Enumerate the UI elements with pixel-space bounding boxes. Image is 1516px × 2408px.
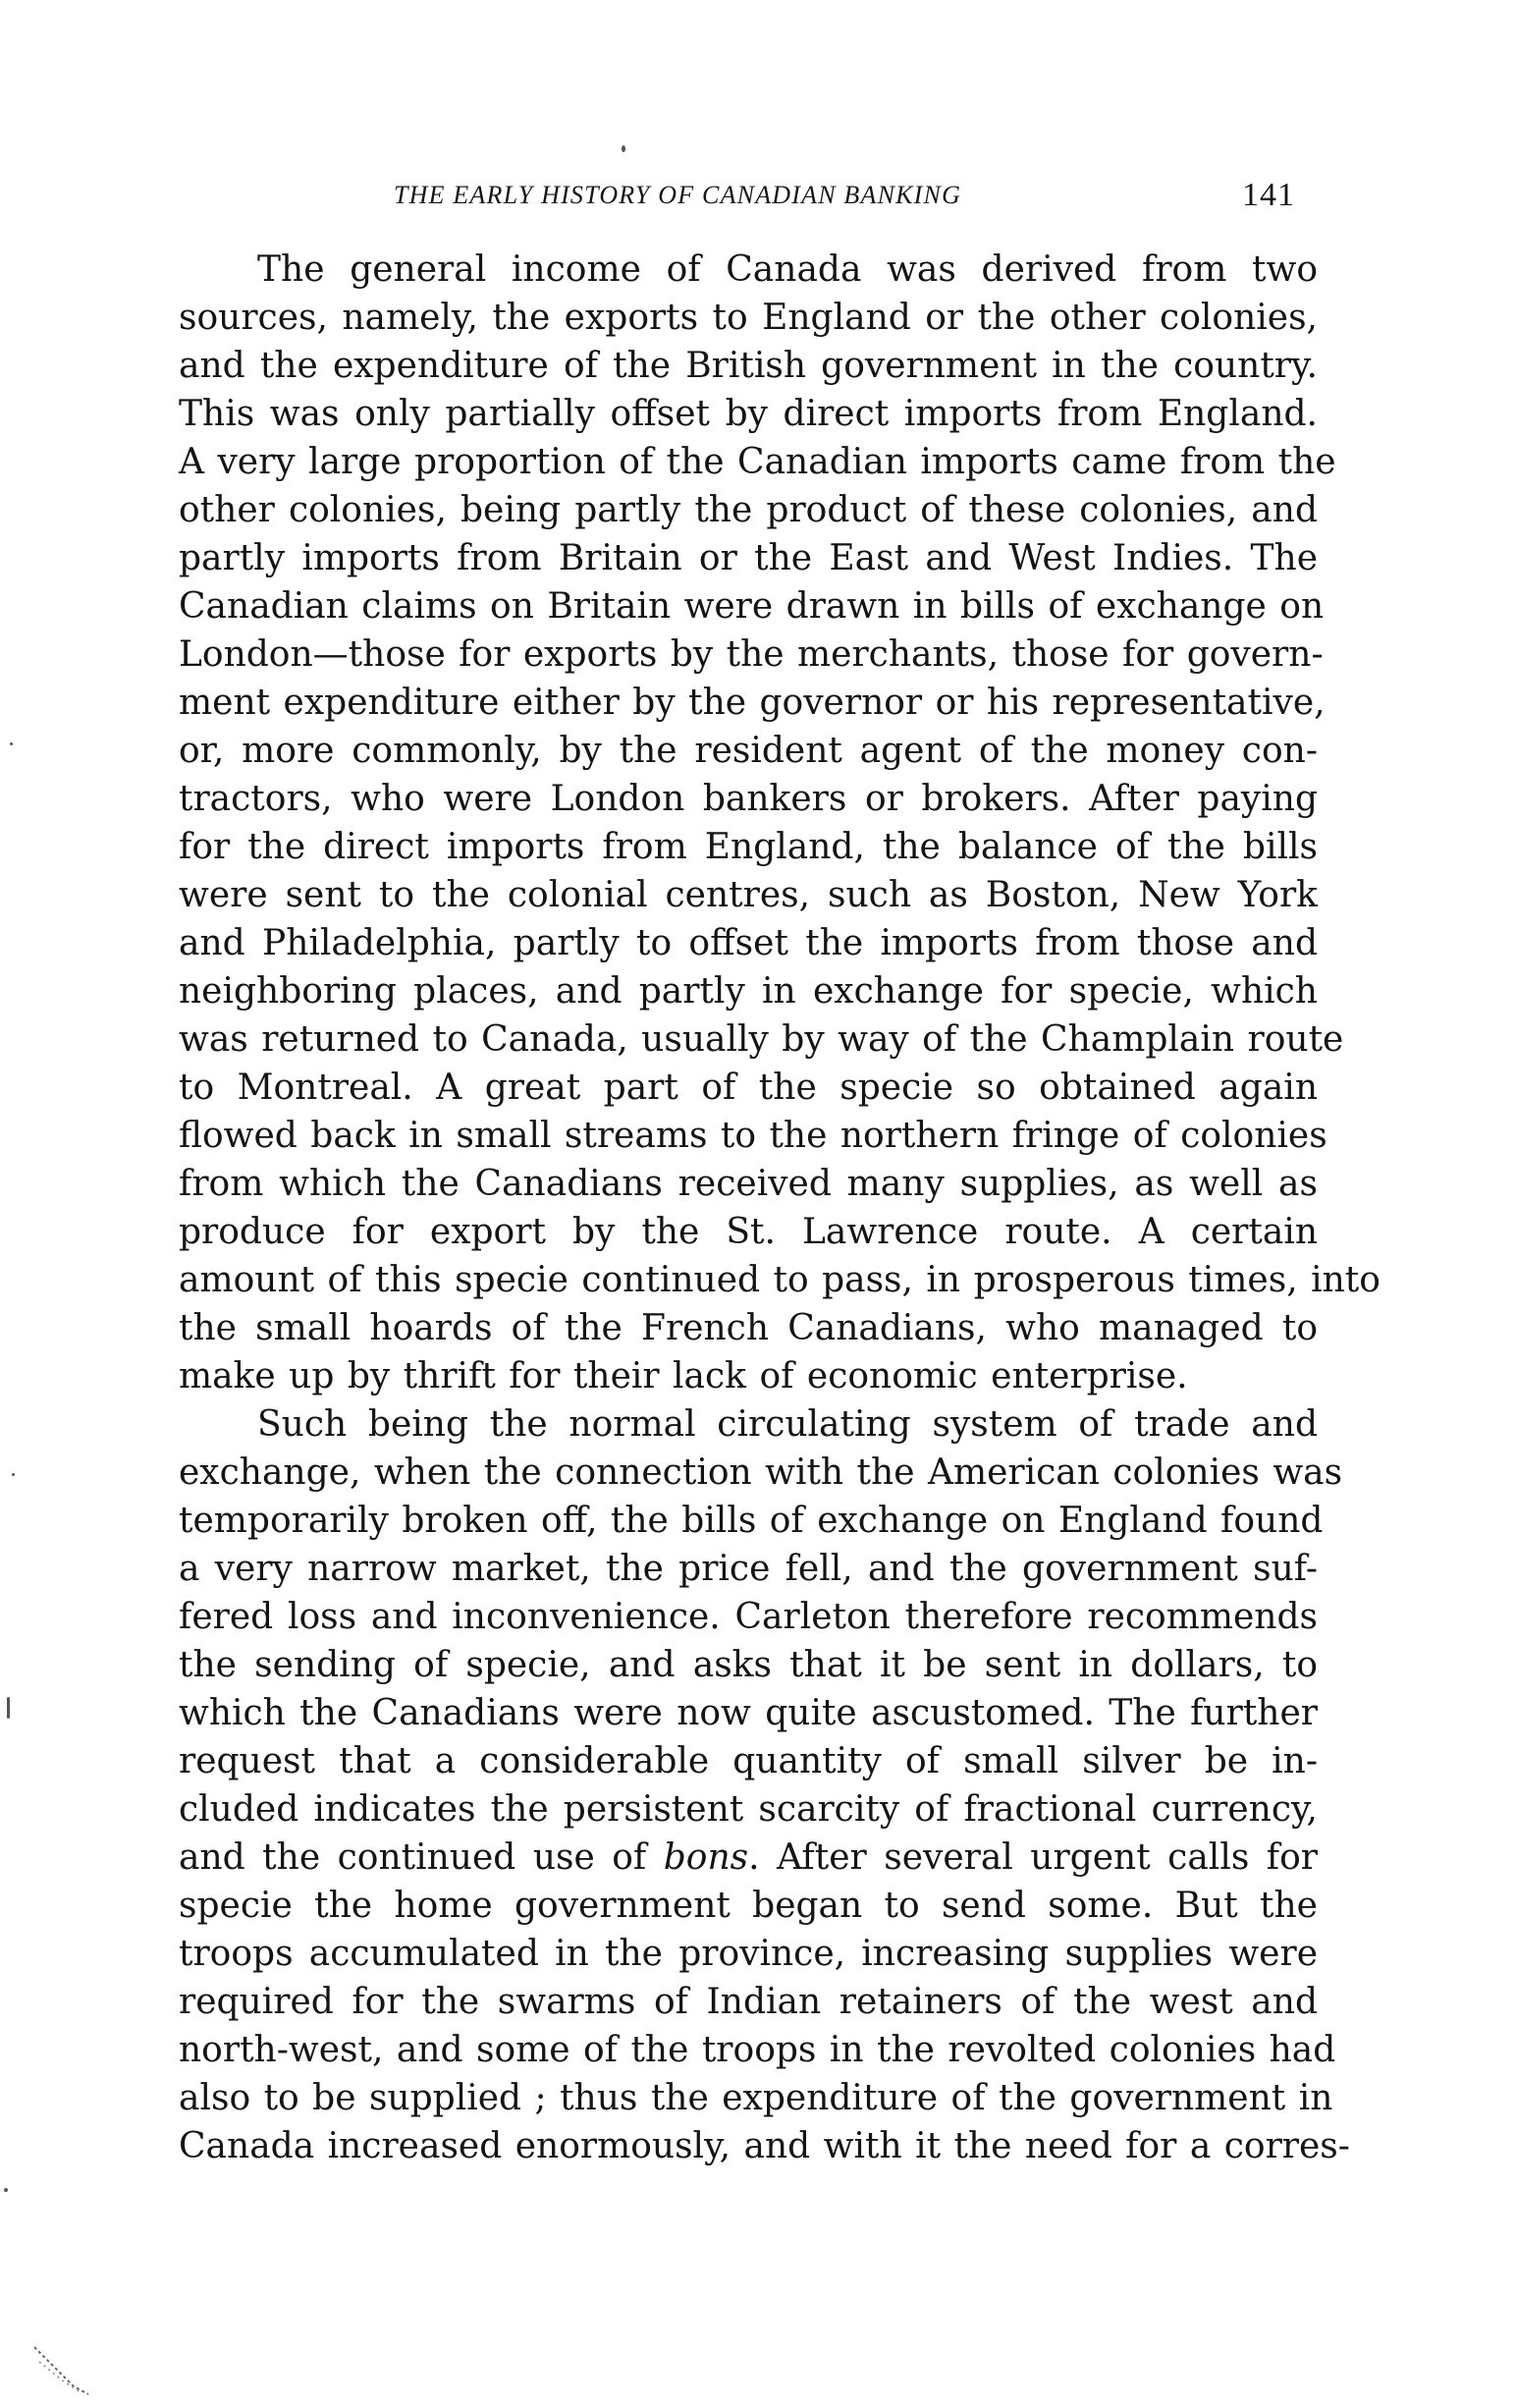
text-line: Such being the normal circulating system of trade and [257,1404,1318,1445]
text-line: sources, namely, the exports to England or the other colonies, [179,298,1318,338]
emphasis-bons: bons [663,1837,749,1878]
text-line: tractors, who were London bankers or brokers. After paying [179,779,1318,819]
scan-speck [7,1697,10,1719]
scan-speck [10,742,13,745]
text-line: the small hoards of the French Canadians, who managed to [179,1308,1318,1348]
scan-speck [4,2188,8,2192]
scan-speck [622,145,625,152]
paragraph-2 [179,1400,1350,2170]
text-line: required for the swarms of Indian retainers of the west and [179,1982,1318,2022]
text-line: also to be supplied ; thus the expenditure of the government in [179,2078,1333,2118]
body-text [179,246,1381,2170]
text-line: cluded indicates the persistent scarcity of fractional currency, [179,1789,1318,1830]
text-line: and the expenditure of the British government in the country. [179,346,1318,386]
text-line: north-west, and some of the troops in the revolted colonies had [179,2030,1336,2070]
text-line: were sent to the colonial centres, such as Boston, New York [179,875,1318,915]
text-line: amount of this specie continued to pass, in prosperous times, into [179,1260,1381,1300]
text-line: other colonies, being partly the product of these colonies, and [179,490,1318,530]
text-line: a very narrow market, the price fell, and the government suf- [179,1549,1318,1589]
paragraph-1 [179,246,1381,1400]
text-line: to Montreal. A great part of the specie so obtained again [179,1067,1318,1108]
text-line: exchange, when the connection with the American colonies was [179,1452,1343,1493]
text-line: A very large proportion of the Canadian imports came from the [179,442,1336,482]
scan-corner-mark [29,2288,98,2396]
text-line: the sending of specie, and asks that it be sent in dollars, to [179,1645,1318,1685]
text-line: specie the home government began to send some. But the [179,1886,1318,1926]
text-line: The general income of Canada was derived from two [257,249,1318,290]
running-head [187,165,1316,224]
text-line: temporarily broken off, the bills of exchange on England found [179,1501,1324,1541]
text-line: This was only partially offset by direct imports from England. [179,394,1318,434]
text-line-with-emphasis [179,1833,1318,1882]
text-line: which the Canadians were now quite ascustomed. The further [179,1693,1318,1733]
text-line: fered loss and inconvenience. Carleton therefore recommends [179,1597,1318,1637]
text-line: Canadian claims on Britain were drawn in bills of exchange on [179,586,1325,627]
text-line: partly imports from Britain or the East and West Indies. The [179,538,1318,578]
text-line: ment expenditure either by the governor or his representative, [179,683,1326,723]
text-line: London—those for exports by the merchants, those for govern- [179,634,1324,675]
text-line: flowed back in small streams to the northern fringe of colonies [179,1116,1327,1156]
text-line: neighboring places, and partly in exchange for specie, which [179,971,1318,1012]
text-line: and Philadelphia, partly to offset the imports from those and [179,923,1318,963]
text-line: make up by thrift for their lack of economic enterprise. [179,1356,1188,1396]
text-line: troops accumulated in the province, increasing supplies were [179,1934,1318,1974]
text-line: for the direct imports from England, the balance of the bills [179,827,1318,867]
text-line: Canada increased enormously, and with it the need for a corres- [179,2126,1350,2166]
text-line: produce for export by the St. Lawrence route. A certain [179,1212,1318,1252]
scan-speck [12,1473,15,1476]
text-run: . After several urgent calls for [748,1837,1318,1878]
text-run: and the continued use of [179,1837,664,1878]
text-line: request that a considerable quantity of small silver be in- [179,1741,1318,1781]
text-line: from which the Canadians received many supplies, as well as [179,1164,1318,1204]
text-line: or, more commonly, by the resident agent of the money con- [179,731,1318,771]
running-title: THE EARLY HISTORY OF CANADIAN BANKING [393,181,962,209]
page-number: 141 [1242,177,1295,213]
text-line: was returned to Canada, usually by way of the Champlain route [179,1019,1344,1060]
